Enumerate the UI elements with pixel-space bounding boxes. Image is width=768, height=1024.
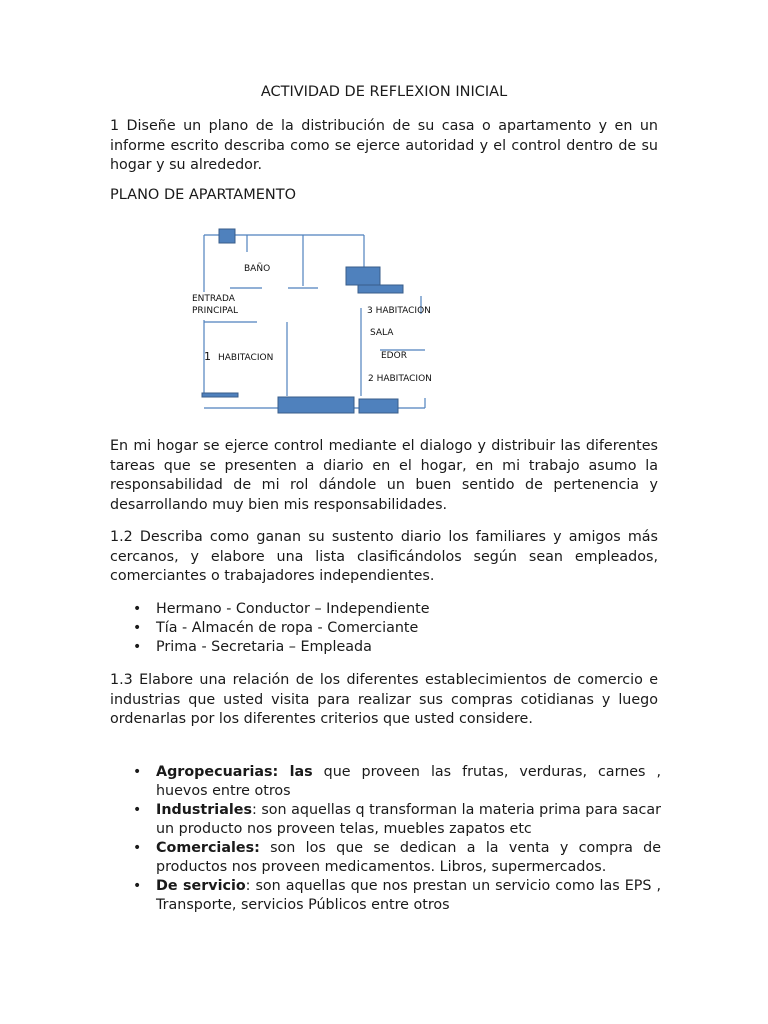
label-bano: BAÑO	[244, 264, 271, 274]
document-title: ACTIVIDAD DE REFLEXION INICIAL	[260, 84, 508, 100]
family-list	[133, 600, 661, 657]
question-3: 1.3 Elabore una relación de los diferentes establecimientos de comercio e industrias que usted visita para realizar sus compras cotidianas y luego ordenarlas por los diferentes criterios que usted considere.	[110, 672, 658, 728]
list-item: • Tía - Almacén de ropa - Comerciante	[133, 619, 661, 638]
floor-plan-drawing	[190, 222, 450, 418]
door-bath-right	[346, 267, 380, 285]
label-entrada-2: PRINCIPAL	[192, 306, 239, 316]
list-item	[133, 877, 661, 915]
item-text: son los que se dedican a la venta y compra de productos nos proveen medicamentos. Libros, supermercados.	[156, 840, 661, 875]
list-item: • Hermano - Conductor – Independiente	[133, 600, 661, 619]
establishments-list	[133, 763, 661, 915]
plan-heading: PLANO DE APARTAMENTO	[110, 187, 296, 203]
item-term: Agropecuarias: las	[156, 764, 313, 780]
list-item	[133, 801, 661, 839]
item-term: De servicio	[156, 878, 246, 894]
window-bottom-right	[359, 399, 398, 413]
window-bottom-center	[278, 397, 354, 413]
door-hab3	[358, 285, 403, 293]
label-hab3: 3 HABITACION	[367, 306, 431, 316]
floor-plan	[190, 222, 450, 418]
item-term: Industriales	[156, 802, 252, 818]
window-top-left	[219, 229, 235, 243]
item-text: : son aquellas q transforman la materia prima para sacar un producto nos proveen telas, muebles zapatos etc	[156, 802, 662, 837]
label-comedor: EDOR	[381, 351, 407, 361]
list-item	[133, 763, 661, 801]
item-term: Comerciales:	[156, 840, 260, 856]
label-entrada-1: ENTRADA	[192, 294, 235, 304]
label-hab2: 2 HABITACION	[368, 374, 432, 384]
answer-1: En mi hogar se ejerce control mediante el dialogo y distribuir las diferentes tareas que se presenten a diario en el hogar, en mi trabajo asumo la responsabilidad de mi rol dándole un buen sentido de pertenencia y desarrollando muy bien mis responsabilidades.	[110, 438, 658, 513]
label-hab1: HABITACION	[218, 353, 274, 363]
label-sala: SALA	[370, 328, 394, 338]
item-text: que proveen las frutas, verduras, carnes , huevos entre otros	[156, 764, 661, 799]
question-2: 1.2 Describa como ganan su sustento diario los familiares y amigos más cercanos, y elabore una lista clasificándolos según sean empleados, comerciantes o trabajadores independientes.	[110, 529, 658, 585]
list-item: • Prima - Secretaria – Empleada	[133, 638, 661, 657]
question-1: 1 Diseñe un plano de la distribución de su casa o apartamento y en un informe escrito describa como se ejerce autoridad y el control dentro de su hogar y su alrededor.	[110, 118, 658, 174]
label-hab1-number: 1	[204, 350, 211, 363]
item-text: : son aquellas que nos prestan un servicio como las EPS , Transporte, servicios Públicos entre otros	[156, 878, 661, 913]
list-item	[133, 839, 661, 877]
door-entrance	[202, 393, 238, 397]
